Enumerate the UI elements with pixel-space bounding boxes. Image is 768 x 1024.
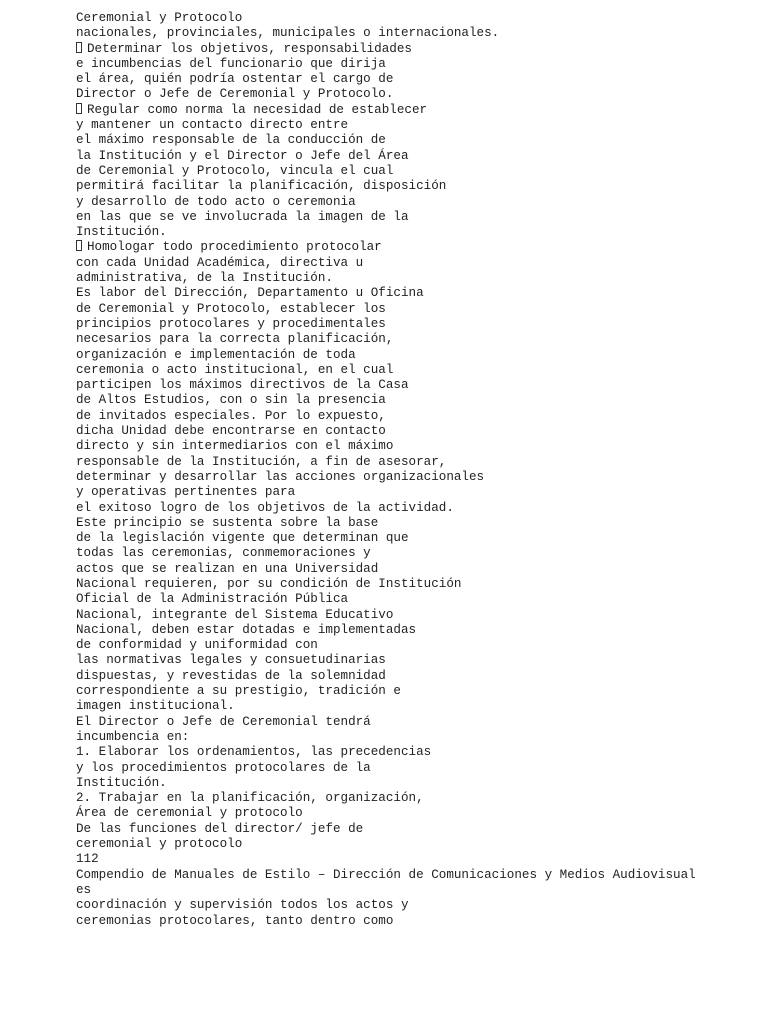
text-line: Director o Jefe de Ceremonial y Protocolo. <box>76 87 394 102</box>
text-line: incumbencia en: <box>76 729 190 744</box>
text-line: ceremonia o acto institucional, en el cual <box>76 362 394 377</box>
text-line: Regular como norma la necesidad de establecer <box>87 102 428 117</box>
text-line: ceremonias protocolares, tanto dentro como <box>76 913 394 928</box>
text-line: Ceremonial y Protocolo <box>76 11 243 25</box>
text-line: Homologar todo procedimiento protocolar <box>87 240 382 255</box>
text-line: en las que se ve involucrada la imagen de la <box>76 209 409 224</box>
page-number: 112 <box>76 852 99 867</box>
text-line: responsable de la Institución, a fin de asesorar, <box>76 454 447 469</box>
text-line: con cada Unidad Académica, directiva u <box>76 255 364 270</box>
text-line: coordinación y supervisión todos los actos y <box>76 898 409 913</box>
section-subheading: ceremonial y protocolo <box>76 837 243 852</box>
section-heading: Área de ceremonial y protocolo <box>76 806 303 821</box>
text-line: dispuestas, y revestidas de la solemnidad <box>76 668 386 683</box>
text-line: Es labor del Dirección, Departamento u Oficina <box>76 286 424 301</box>
text-line: actos que se realizan en una Universidad <box>76 561 379 576</box>
text-line: de Ceremonial y Protocolo, establecer los <box>76 301 386 316</box>
text-line: de la legislación vigente que determinan que <box>76 531 409 546</box>
text-line: el exitoso logro de los objetivos de la actividad. <box>76 500 454 515</box>
text-line: de conformidad y uniformidad con <box>76 638 318 653</box>
text-line: 1. Elaborar los ordenamientos, las precedencias <box>76 745 432 760</box>
text-line: 2. Trabajar en la planificación, organización, <box>76 791 424 806</box>
text-line: administrativa, de la Institución. <box>76 271 333 286</box>
text-line: el área, quién podría ostentar el cargo de <box>76 72 394 87</box>
text-line: e incumbencias del funcionario que dirija <box>76 56 386 71</box>
text-line: directo y sin intermediarios con el máximo <box>76 439 394 454</box>
text-line: y los procedimientos protocolares de la <box>76 760 371 775</box>
text-line: principios protocolares y procedimentales <box>76 316 386 331</box>
text-line: las normativas legales y consuetudinarias <box>76 653 386 668</box>
text-line: organización e implementación de toda <box>76 347 356 362</box>
text-line: Oficial de la Administración Pública <box>76 592 349 607</box>
text-line: necesarios para la correcta planificación, <box>76 332 394 347</box>
text-line: la Institución y el Director o Jefe del Área <box>76 148 409 163</box>
text-line: Nacional, deben estar dotadas e implementadas <box>76 622 417 637</box>
bullet-line <box>76 42 756 57</box>
running-footer-continuation: es <box>76 882 92 897</box>
bullet-line <box>76 240 756 255</box>
text-line: determinar y desarrollar las acciones organizacionales <box>76 469 485 484</box>
text-line: dicha Unidad debe encontrarse en contacto <box>76 424 386 439</box>
text-line: correspondiente a su prestigio, tradición e <box>76 684 401 699</box>
text-line: de Altos Estudios, con o sin la presencia <box>76 393 386 408</box>
text-line: todas las ceremonias, conmemoraciones y <box>76 546 371 561</box>
text-line: nacionales, provinciales, municipales o internacionales. <box>76 26 500 41</box>
text-line: y desarrollo de todo acto o ceremonia <box>76 194 356 209</box>
text-line: de invitados especiales. Por lo expuesto, <box>76 408 386 423</box>
bullet-box-icon <box>76 240 82 251</box>
text-line: y operativas pertinentes para <box>76 485 296 500</box>
bullet-box-icon <box>76 42 82 53</box>
text-line: Nacional requieren, por su condición de Institución <box>76 576 462 591</box>
document-page <box>76 11 756 929</box>
running-footer: Compendio de Manuales de Estilo – Dirección de Comunicaciones y Medios Audiovisual <box>76 867 696 882</box>
text-line: Este principio se sustenta sobre la base <box>76 515 379 530</box>
bullet-box-icon <box>76 103 82 114</box>
text-line: Institución. <box>76 775 167 790</box>
text-line: y mantener un contacto directo entre <box>76 118 349 133</box>
text-line: de Ceremonial y Protocolo, vincula el cual <box>76 163 394 178</box>
text-line: participen los máximos directivos de la Casa <box>76 378 409 393</box>
text-line: imagen institucional. <box>76 699 235 714</box>
text-line: El Director o Jefe de Ceremonial tendrá <box>76 714 371 729</box>
text-line: permitirá facilitar la planificación, disposición <box>76 179 447 194</box>
text-line: Institución. <box>76 225 167 240</box>
text-line: el máximo responsable de la conducción de <box>76 133 386 148</box>
bullet-line <box>76 103 756 118</box>
text-line: Determinar los objetivos, responsabilidades <box>87 41 412 56</box>
text-line: Nacional, integrante del Sistema Educativo <box>76 607 394 622</box>
section-subheading: De las funciones del director/ jefe de <box>76 821 364 836</box>
